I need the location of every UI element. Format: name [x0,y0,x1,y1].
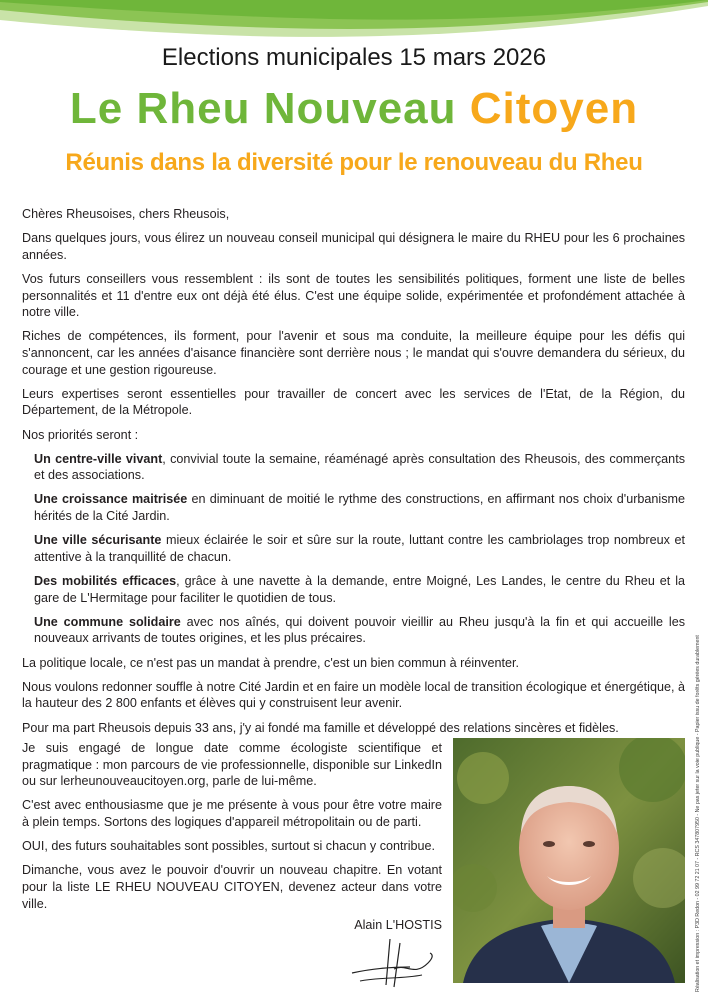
legal-mention: Réalisation et impression : P3D Redon - 02 99 72 21 07 - RCS 347807950 - Ne pas jeter sur la voie publique - Papier issu de forêts gérées durablement [695,635,701,992]
slogan: Réunis dans la diversité pour le renouveau du Rheu [65,149,643,176]
priority-text: , grâce à une navette à la demande, entre Moigné, Les Landes, le centre du Rheu et la gare de L'Hermitage pour faciliter le quotidien de tous. [34,574,686,605]
paragraph: La politique locale, ce n'est pas un mandat à prendre, c'est un bien commun à réinventer. [22,655,519,670]
paragraph: Riches de compétences, ils forment, pour l'avenir et sous ma conduite, la meilleure équipe pour les défis qui s'annoncent, car les années d'aisance financière sont derrière nous ; le mandat qui s'ouvre demandera du sérieux, du courage et une gestion rigoureuse. [22,329,685,377]
priority-text: , convivial toute la semaine, réaménagé après consultation des Rheusois, des commerçants et des associations. [34,451,685,483]
priority-text: mieux éclairée le soir et sûre sur la route, luttant contre les cambriolages trop nombreux et attentive à la tranquillité de chacun. [34,533,685,564]
greeting: Chères Rheusoises, chers Rheusois, [22,207,230,221]
priorities-intro: Nos priorités seront : [22,427,139,442]
priority-title: Une croissance maitrisée [34,492,188,507]
priority-item [22,614,685,647]
handwritten-signature [350,933,440,991]
paragraph: Je suis engagé de longue date comme écologiste scientifique et pragmatique : mon parcours de vie professionnelle, disponible sur LinkedIn ou sur lerheunouveaucitoyen.org, parle de lui-même. [22,741,442,789]
priority-title: Une ville sécurisante [34,533,162,548]
priority-item [22,451,685,484]
priority-text: en diminuant de moitié le rythme des constructions, en affirmant nos choix d'urbanisme hérités de la Cité Jardin. [34,492,685,524]
list-name-part2: Citoyen [469,84,639,133]
priority-item [22,491,685,524]
list-name-part1: Le Rheu Nouveau [69,84,457,133]
paragraph: Nous voulons redonner souffle à notre Cité Jardin et en faire un modèle local de transition écologique et énergétique, à la hauteur des 2 800 enfants et élèves qui y construisent leur avenir. [22,679,685,711]
priority-title: Des mobilités efficaces [34,574,177,589]
candidate-portrait-photo [453,738,685,983]
paragraph: C'est avec enthousiasme que je me présente à vous pour être votre maire à plein temps. Sortons des logiques d'appareil métropolitain ou de parti. [22,798,442,829]
list-name [0,84,708,134]
paragraph: Vos futurs conseillers vous ressemblent : ils sont de toutes les sensibilités politiques, forment une liste de belles personnalités et 11 d'entre eux ont déjà été élus. C'est une équipe solide, expérimentée et profondément attachée à notre ville. [22,271,685,320]
paragraph: Dimanche, vous avez le pouvoir d'ouvrir un nouveau chapitre. En votant pour la liste LE RHEU NOUVEAU CITOYEN, devenez acteur dans votre ville. [22,863,442,911]
paragraph: Leurs expertises seront essentielles pour travailler de concert avec les services de l'Etat, de la Région, du Département, de la Métropole. [22,386,685,418]
paragraph: Dans quelques jours, vous élirez un nouveau conseil municipal qui désignera le maire du RHEU pour les 6 prochaines années. [22,231,685,262]
letter-closing [22,740,442,920]
election-title: Elections municipales 15 mars 2026 [161,44,547,71]
priority-title: Une commune solidaire [34,614,181,629]
priority-text: avec nos aînés, qui doivent pouvoir vieillir au Rheu jusqu'à la fin et qui accueille les nouveaux arrivants de toutes origines, et les plus précaires. [34,614,685,646]
letter-body [22,206,685,744]
priority-title: Un centre-ville vivant [34,451,163,466]
paragraph: Pour ma part Rheusois depuis 33 ans, j'y ai fondé ma famille et développé des relations sincères et fidèles. [22,720,619,735]
signature-name: Alain L'HOSTIS [354,918,442,932]
paragraph: OUI, des futurs souhaitables sont possibles, surtout si chacun y contribue. [22,839,436,854]
priority-item [22,532,685,565]
priority-item [22,573,685,606]
